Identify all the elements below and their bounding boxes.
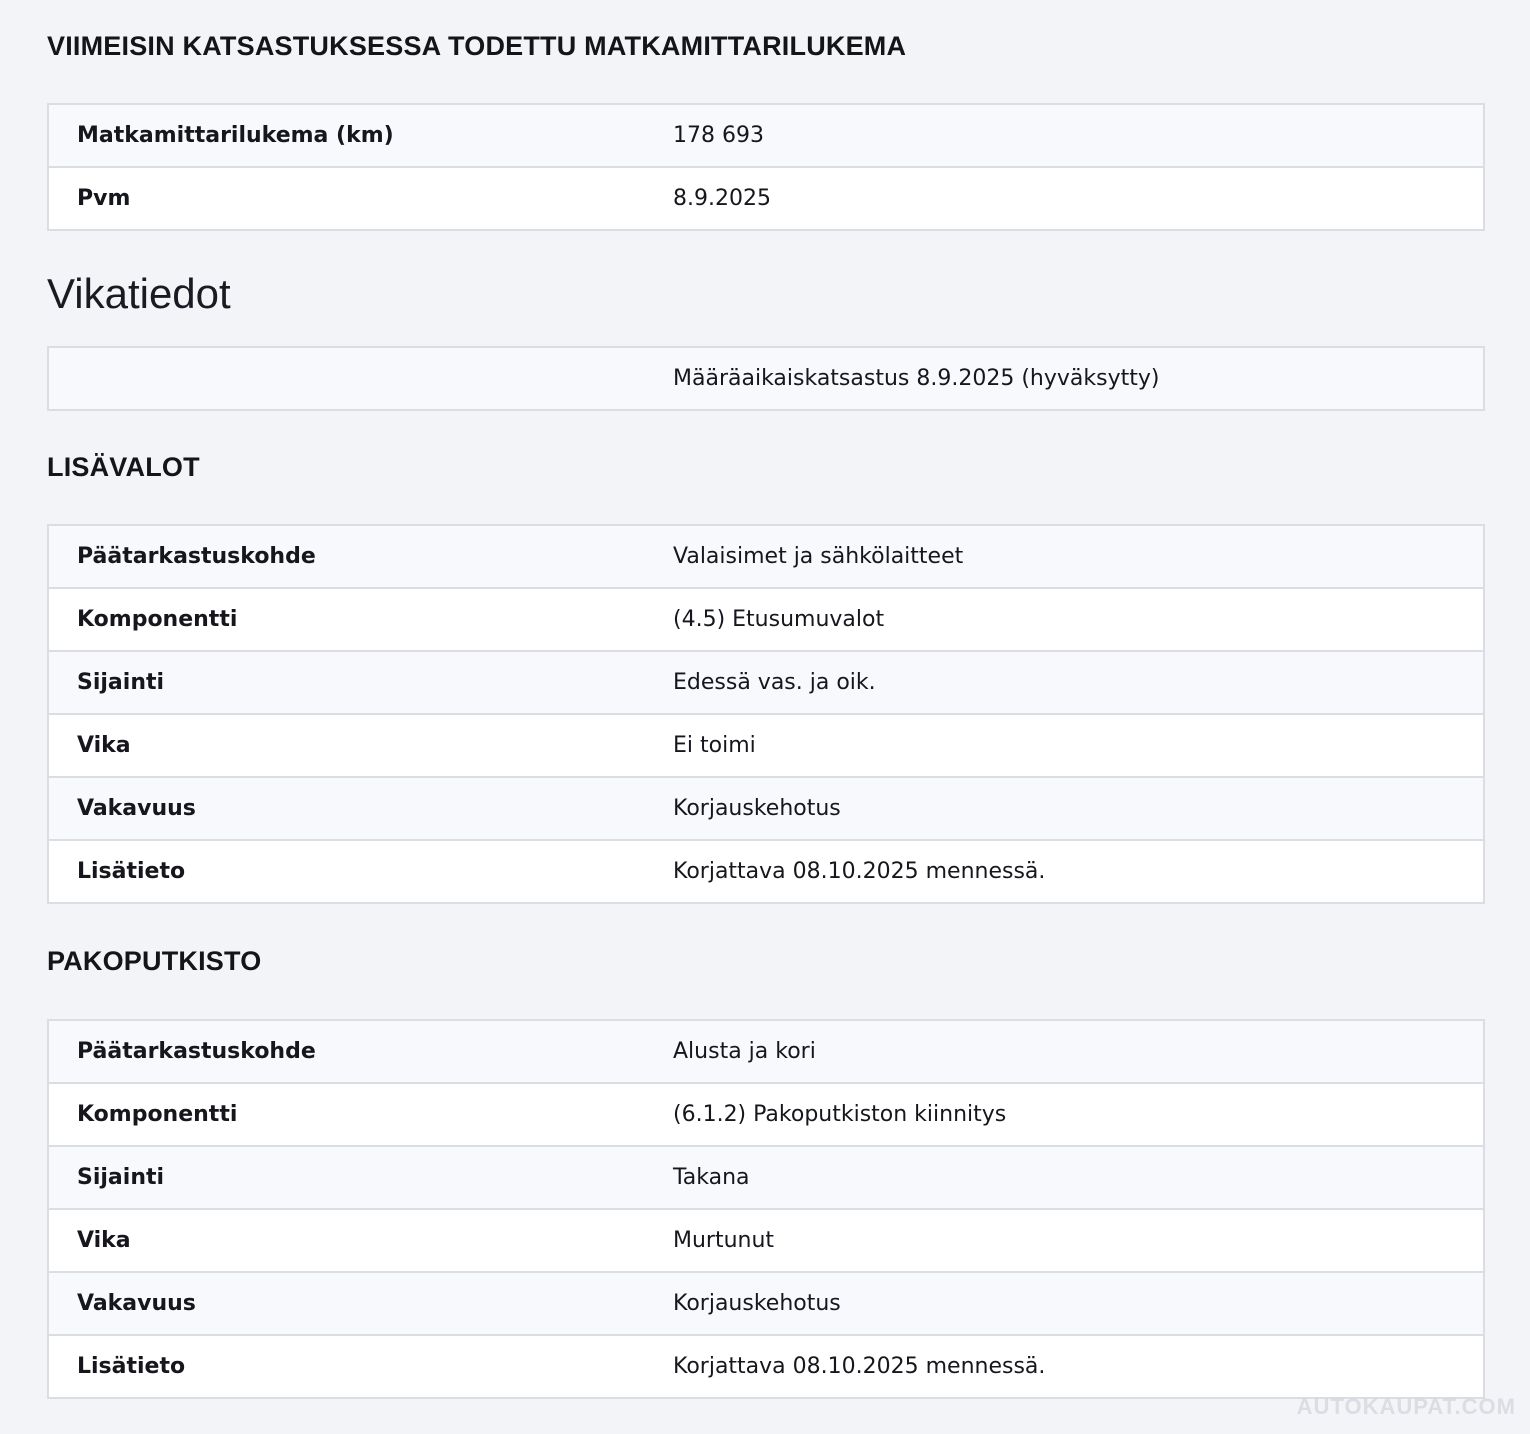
row-label: Lisätieto [48, 1335, 673, 1398]
odometer-heading: VIIMEISIN KATSASTUKSESSA TODETTU MATKAMITTARILUKEMA [47, 31, 907, 61]
table-row [48, 651, 1484, 714]
row-value: Korjauskehotus [673, 777, 1484, 840]
row-label: Vika [48, 714, 673, 777]
row-label: Sijainti [48, 651, 673, 714]
table-row [48, 840, 1484, 903]
row-label: Päätarkastuskohde [48, 525, 673, 588]
table-row [48, 1272, 1484, 1335]
table-row [48, 525, 1484, 588]
row-value: Ei toimi [673, 714, 1484, 777]
row-value: Korjauskehotus [673, 1272, 1484, 1335]
row-value: 8.9.2025 [673, 167, 1484, 230]
table-row [48, 777, 1484, 840]
row-value: Alusta ja kori [673, 1020, 1484, 1083]
table-row [48, 1335, 1484, 1398]
row-label: Komponentti [48, 1083, 673, 1146]
row-label: Sijainti [48, 1146, 673, 1209]
table-row [48, 1146, 1484, 1209]
watermark-logo: AUTOKAUPAT.COM [1296, 1394, 1516, 1419]
table-row [48, 104, 1484, 167]
row-label [48, 347, 673, 410]
row-label: Pvm [48, 167, 673, 230]
inspection-value: Määräaikaiskatsastus 8.9.2025 (hyväksytty) [673, 347, 1484, 410]
table-row [48, 1020, 1484, 1083]
row-value: Edessä vas. ja oik. [673, 651, 1484, 714]
odometer-table [47, 103, 1485, 231]
row-label: Lisätieto [48, 840, 673, 903]
row-value: Takana [673, 1146, 1484, 1209]
row-label: Vakavuus [48, 777, 673, 840]
row-label: Päätarkastuskohde [48, 1020, 673, 1083]
row-value: 178 693 [673, 104, 1484, 167]
row-label: Komponentti [48, 588, 673, 651]
faults-heading: Vikatiedot [47, 270, 231, 317]
table-row [48, 1083, 1484, 1146]
fault-group-heading-lisavalot: LISÄVALOT [47, 452, 200, 482]
inspection-table [47, 346, 1485, 411]
row-label: Vika [48, 1209, 673, 1272]
table-row [48, 1209, 1484, 1272]
row-value: Korjattava 08.10.2025 mennessä. [673, 840, 1484, 903]
row-label: Vakavuus [48, 1272, 673, 1335]
table-row [48, 167, 1484, 230]
row-value: Valaisimet ja sähkölaitteet [673, 525, 1484, 588]
table-row [48, 347, 1484, 410]
row-label: Matkamittarilukema (km) [48, 104, 673, 167]
fault-table-lisavalot [47, 524, 1485, 904]
fault-group-heading-pakoputkisto: PAKOPUTKISTO [47, 946, 262, 976]
fault-table-pakoputkisto [47, 1019, 1485, 1399]
table-row [48, 714, 1484, 777]
row-value: Korjattava 08.10.2025 mennessä. [673, 1335, 1484, 1398]
row-value: (4.5) Etusumuvalot [673, 588, 1484, 651]
row-value: (6.1.2) Pakoputkiston kiinnitys [673, 1083, 1484, 1146]
row-value: Murtunut [673, 1209, 1484, 1272]
table-row [48, 588, 1484, 651]
